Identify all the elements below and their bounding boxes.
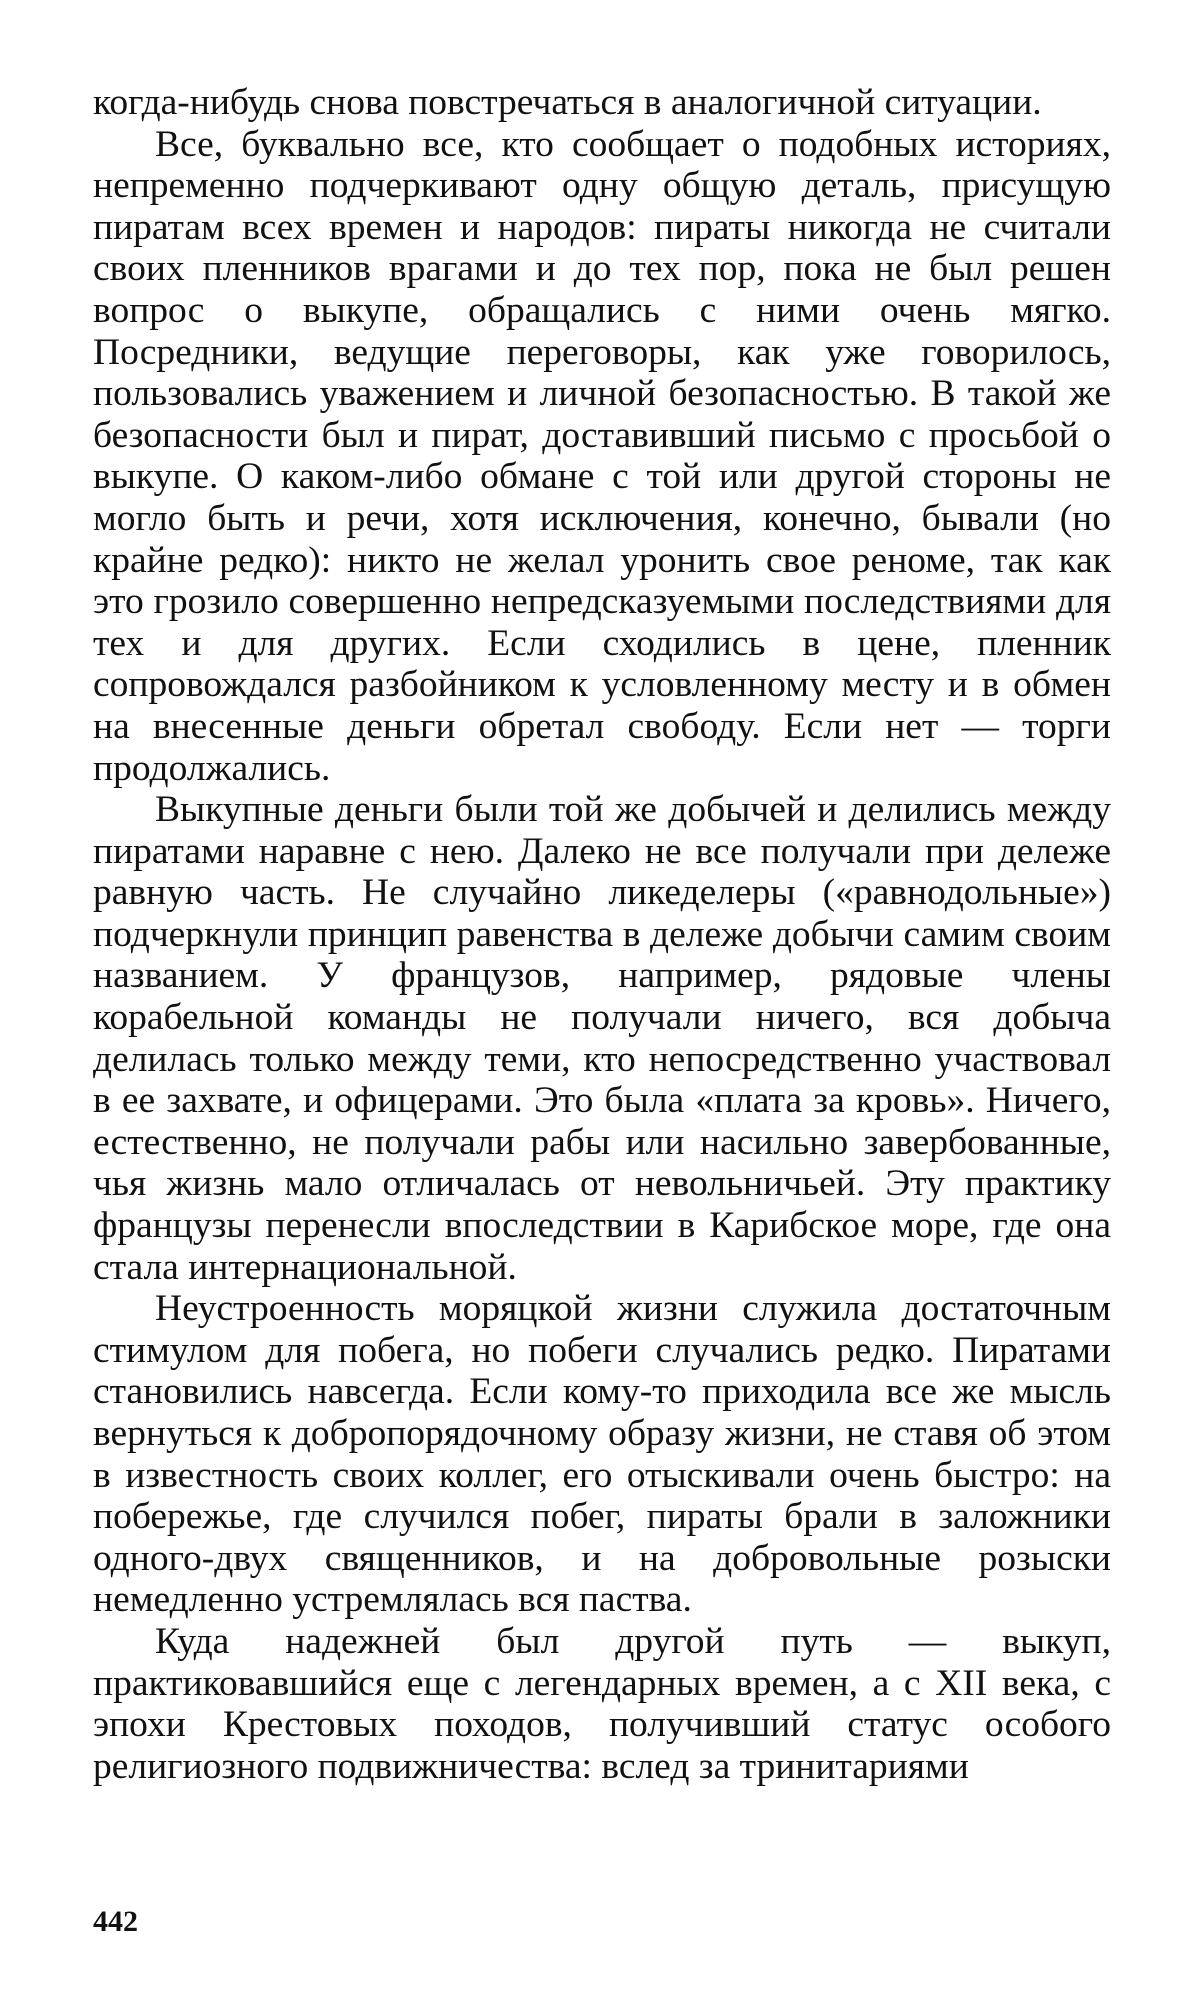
paragraph-5: Куда надежней был другой путь — выкуп, практиковавшийся еще с легендарных времен, а с XII века, с эпохи Крестовых походов, получивший статус особого религиозного подвижничества: вслед за тринитариями (93, 1620, 1111, 1787)
paragraph-4: Неустроенность моряцкой жизни служила достаточным стимулом для побега, но побеги случались редко. Пиратами становились навсегда. Если кому-то приходила все же мысль вернуться к добропорядочному образу жизни, не ставя об этом в известность своих коллег, его отыскивали очень быстро: на побережье, где случился побег, пираты брали в заложники одного-двух священников, и на добровольные розыски немедленно устремлялась вся паства. (93, 1288, 1111, 1621)
paragraph-3: Выкупные деньги были той же добычей и делились между пиратами наравне с нею. Далеко не все получали при дележе равную часть. Не случайно ликеделеры («равнодольные») подчеркнули принцип равенства в дележе добычи самим своим названием. У французов, например, рядовые члены корабельной команды не получали ничего, вся добыча делилась только между теми, кто непосредственно участвовал в ее захвате, и офицерами. Это была «плата за кровь». Ничего, естественно, не получали рабы или насильно завербованные, чья жизнь мало отличалась от невольничьей. Эту практику французы перенесли впоследствии в Карибское море, где она стала интернациональной. (93, 789, 1111, 1288)
page-text-body (93, 82, 1111, 1787)
paragraph-1: когда-нибудь снова повстречаться в аналогичной ситуации. (93, 82, 1042, 123)
page-number: 442 (93, 1905, 138, 1938)
paragraph-2: Все, буквально все, кто сообщает о подобных историях, непременно подчеркивают одну общую деталь, присущую пиратам всех времен и народов: пираты никогда не считали своих пленников врагами и до тех пор, пока не был решен вопрос о выкупе, обращались с ними очень мягко. Посредники, ведущие переговоры, как уже говорилось, пользовались уважением и личной безопасностью. В такой же безопасности был и пират, доставивший письмо с просьбой о выкупе. О каком-либо обмане с той или другой стороны не могло быть и речи, хотя исключения, конечно, бывали (но крайне редко): никто не желал уронить свое реноме, так как это грозило совершенно непредсказуемыми последствиями для тех и для других. Если сходились в цене, пленник сопровождался разбойником к условленному месту и в обмен на внесенные деньги обретал свободу. Если нет — торги продолжались. (93, 123, 1111, 789)
